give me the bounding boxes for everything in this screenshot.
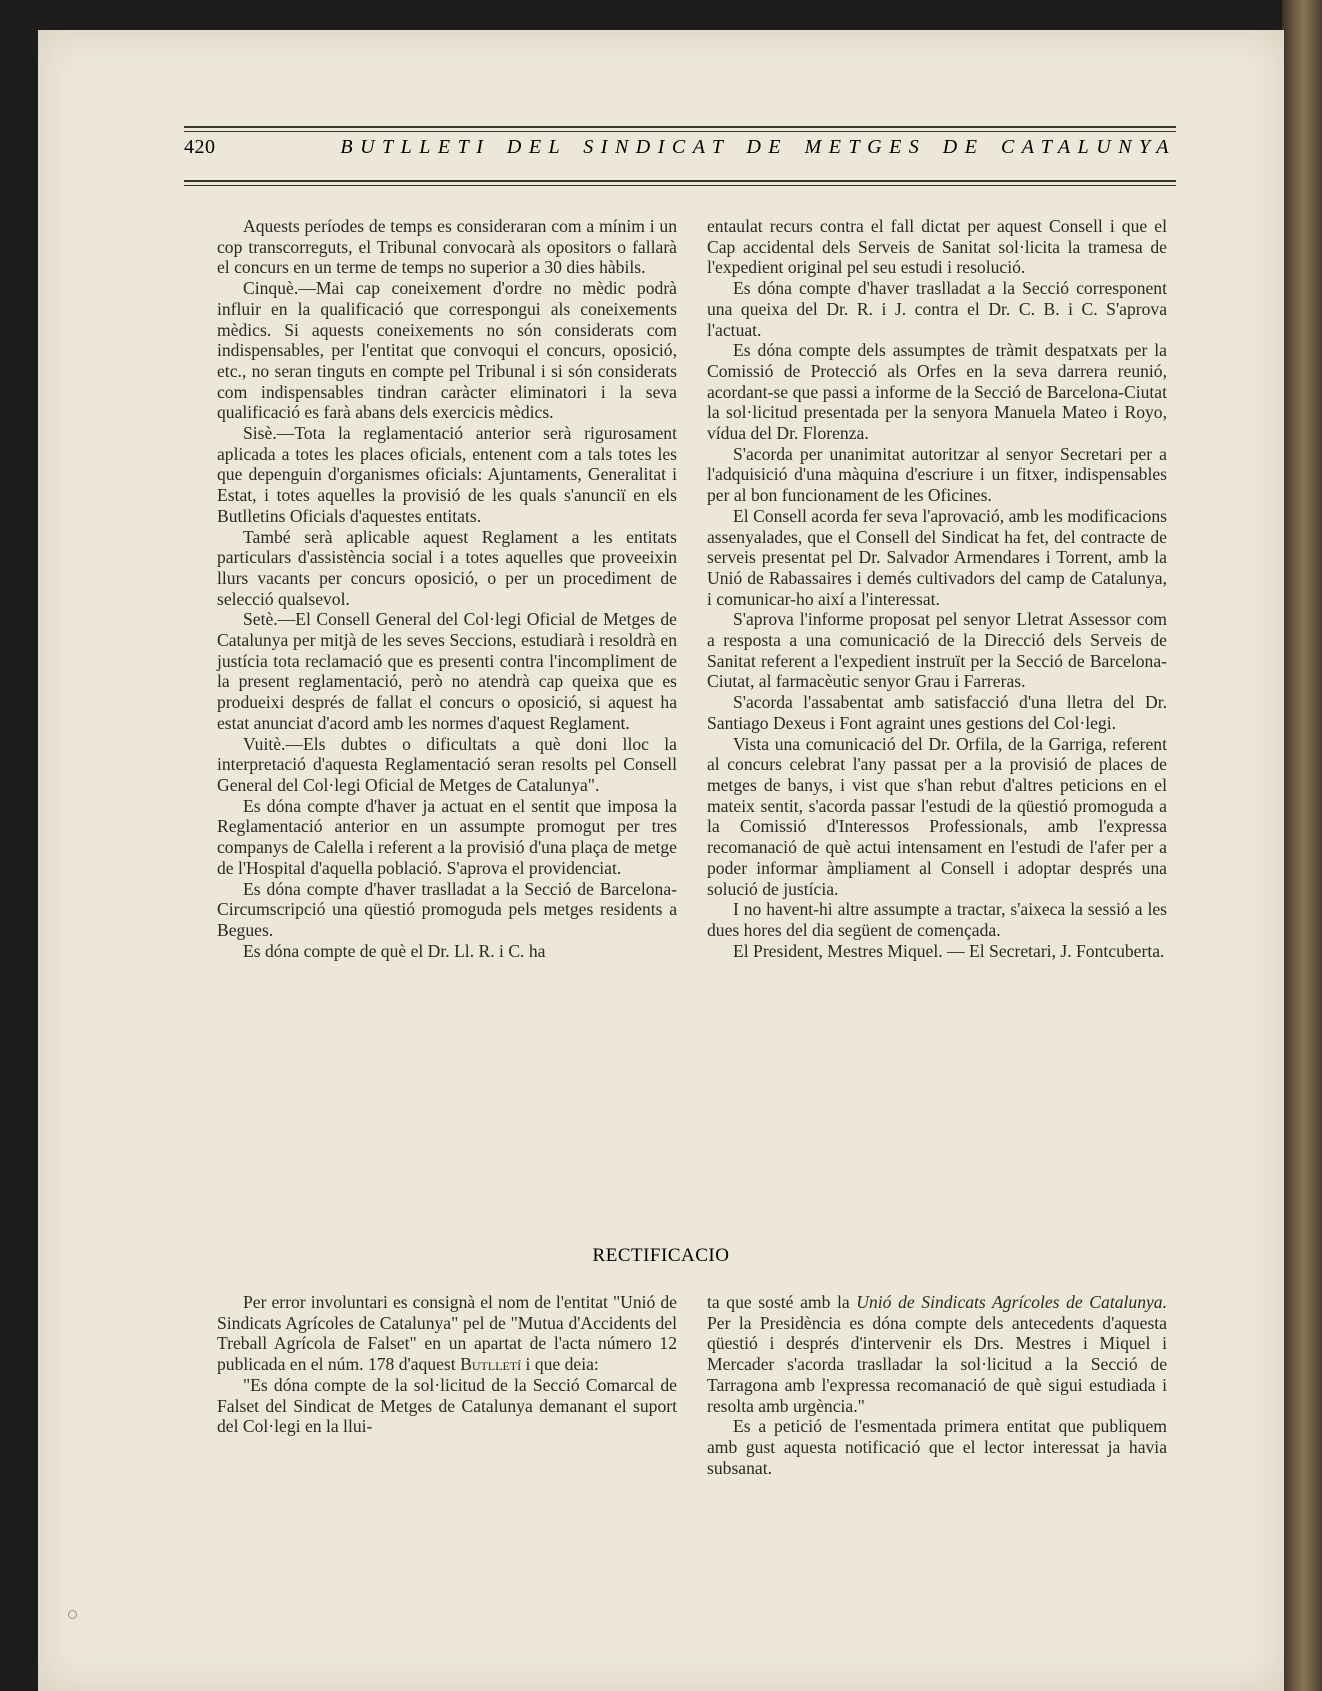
paragraph: Aquests períodes de temps es consideraran com a mínim i un cop transcorreguts, el Tribunal convocarà als opositors o fallarà el concurs en un terme de temps no superior a 30 dies hàbils. <box>217 216 677 278</box>
text: ta que sosté amb la <box>707 1292 857 1312</box>
paragraph <box>217 1292 677 1375</box>
right-column <box>707 216 1167 961</box>
page-header <box>184 136 1176 176</box>
paragraph: El Consell acorda fer seva l'aprovació, amb les modificacions assenyalades, que el Consell del Sindicat ha fet, del contracte de serveis presentat pel Dr. Salvador Armendares i Torrent, amb la Unió de Rabassaires i demés cultivadors del camp de Catalunya, i comunicar-ho així a l'interessat. <box>707 505 1167 609</box>
page-mark <box>68 1610 77 1619</box>
paragraph: Sisè.—Tota la reglamentació anterior serà rigurosament aplicada a totes les places oficials, entenent com a tals totes les que depenguin d'organismes oficials: Ajuntaments, Generalitat i Estat, i totes aquelles la provisió de les quals s'anunciï en els Butlletins Oficials d'aquestes entitats. <box>217 423 677 526</box>
journal-name: Butlletí <box>460 1354 522 1375</box>
journal-title: BUTLLETI DEL SINDICAT DE METGES DE CATALUNYA <box>340 136 1176 158</box>
header-rule-top <box>184 126 1176 128</box>
rectificacio-right-column <box>707 1292 1167 1478</box>
entity-name: Unió de Sindicats Agrícoles de Catalunya. <box>856 1292 1167 1312</box>
paragraph: Es a petició de l'esmentada primera entitat que publiquem amb gust aquesta notificació que el lector interessat ja havia subsanat. <box>707 1416 1167 1478</box>
paragraph: Vista una comunicació del Dr. Orfila, de la Garriga, referent al concurs celebrat l'any passat per a la provisió de places de metges de banys, i vist que s'han rebut d'altres peticions en el mateix sentit, s'acorda passar l'estudi de la qüestió promoguda a la Comissió d'Interessos Professionals, amb l'expressa recomanació de què actui intensament en l'estudi de l'afer per a poder informar àmpliament al Consell i adoptar després una solució de justícia. <box>707 733 1167 899</box>
paragraph: Es dóna compte dels assumptes de tràmit despatxats per la Comissió de Protecció als Orfes en la seva darrera reunió, acordant-se que passi a informe de la Secció de Barcelona-Ciutat la sol·licitud presentada per la senyora Manuela Mateo i Royo, vídua del Dr. Florenza. <box>707 340 1167 444</box>
text: Per error involuntari es consignà el nom de l'entitat "Unió de Sindicats Agrícoles de Catalunya" pel de "Mutua d'Accidents del Treball Agrícola de Falset" en un apartat de l'acta número 12 publicada en el núm. 178 d'aquest <box>217 1292 677 1375</box>
section-title: RECTIFICACIO <box>592 1245 730 1266</box>
paragraph <box>707 1292 1167 1416</box>
book-edge <box>1282 0 1322 1691</box>
header-rule-bottom-thin <box>184 185 1176 186</box>
paragraph: Cinquè.—Mai cap coneixement d'ordre no mèdic podrà influir en la qualificació que correspongui als coneixements mèdics. Si aquests coneixements no són considerats com indispensables, per l'entitat que convoqui el concurs, oposició, etc., no seran tinguts en compte pel Tribunal i si són considerats com indispensables tindran caràcter eliminatori i la seva qualificació es farà abans dels exercicis mèdics. <box>217 278 677 423</box>
paragraph: També serà aplicable aquest Reglament a les entitats particulars d'assistència social i a totes aquelles que proveeixin llurs vacants per concurs oposició, o per un procediment de selecció qualsevol. <box>217 526 677 609</box>
page-number: 420 <box>184 136 216 158</box>
left-column <box>217 216 677 961</box>
signature-line: El President, Mestres Miquel. — El Secretari, J. Fontcuberta. <box>733 940 1165 961</box>
paragraph: S'acorda per unanimitat autoritzar al senyor Secretari per a l'adquisició d'una màquina d'escriure i un fitxer, indispensables per al bon funcionament de les Oficines. <box>707 443 1167 506</box>
text: Per la Presidència es dóna compte dels antecedents d'aquesta qüestió i després d'intervenir els Drs. Mestres i Miquel i Mercader s'acorda traslladar la sol·licitud a la Secció de Tarragona amb l'expressa recomanació de què sigui estudiada i resolta amb urgència." <box>707 1312 1167 1416</box>
header-rule-top-thin <box>184 131 1176 132</box>
paragraph: I no havent-hi altre assumpte a tractar, s'aixeca la sessió a les dues hores del dia següent de començada. <box>707 899 1167 940</box>
header-rule-bottom <box>184 180 1176 182</box>
paragraph: Es dóna compte d'haver ja actuat en el sentit que imposa la Reglamentació anterior en un assumpte promogut per tres companys de Calella i referent a la provisió d'una plaça de metge de l'Hospital d'aquella població. S'aprova el providenciat. <box>217 795 677 878</box>
paragraph: "Es dóna compte de la sol·licitud de la Secció Comarcal de Falset del Sindicat de Metges de Catalunya demanant el suport del Col·legi en la llui- <box>217 1374 677 1437</box>
paragraph: Es dóna compte d'haver traslladat a la Secció de Barcelona-Circumscripció una qüestió promoguda pels metges residents a Begues. <box>217 878 677 940</box>
paragraph: S'aprova l'informe proposat pel senyor Lletrat Assessor com a resposta a una comunicació de la Direcció dels Serveis de Sanitat referent a l'expedient instruït per la Secció de Barcelona-Ciutat, al farmacèutic senyor Grau i Farreras. <box>707 609 1167 692</box>
paragraph: entaulat recurs contra el fall dictat per aquest Consell i que el Cap accidental dels Serveis de Sanitat sol·licita la tramesa de l'expedient original pel seu estudi i resolució. <box>707 216 1167 278</box>
text: i que deia: <box>521 1354 599 1375</box>
paragraph: Es dóna compte de què el Dr. Ll. R. i C. ha <box>243 940 546 961</box>
rectificacio-left-column <box>217 1292 677 1437</box>
paragraph: Es dóna compte d'haver traslladat a la Secció corresponent una queixa del Dr. R. i J. contra el Dr. C. B. i C. S'aprova l'actuat. <box>707 278 1167 340</box>
paragraph: Vuitè.—Els dubtes o dificultats a què doni lloc la interpretació d'aquesta Reglamentació seran resolts pel Consell General del Col·legi Oficial de Metges de Catalunya". <box>217 733 677 795</box>
paragraph: S'acorda l'assabentat amb satisfacció d'una lletra del Dr. Santiago Dexeus i Font agraint unes gestions del Col·legi. <box>707 692 1167 733</box>
paragraph: Setè.—El Consell General del Col·legi Oficial de Metges de Catalunya per mitjà de les seves Seccions, estudiarà i resoldrà en justícia tota reclamació que es presenti contra l'incompliment de la present reglamentació, però no atendrà cap queixa que es produeixi després de fallat el concurs o oposició, si aquest ha estat anunciat d'acord amb les normes d'aquest Reglament. <box>217 609 677 733</box>
